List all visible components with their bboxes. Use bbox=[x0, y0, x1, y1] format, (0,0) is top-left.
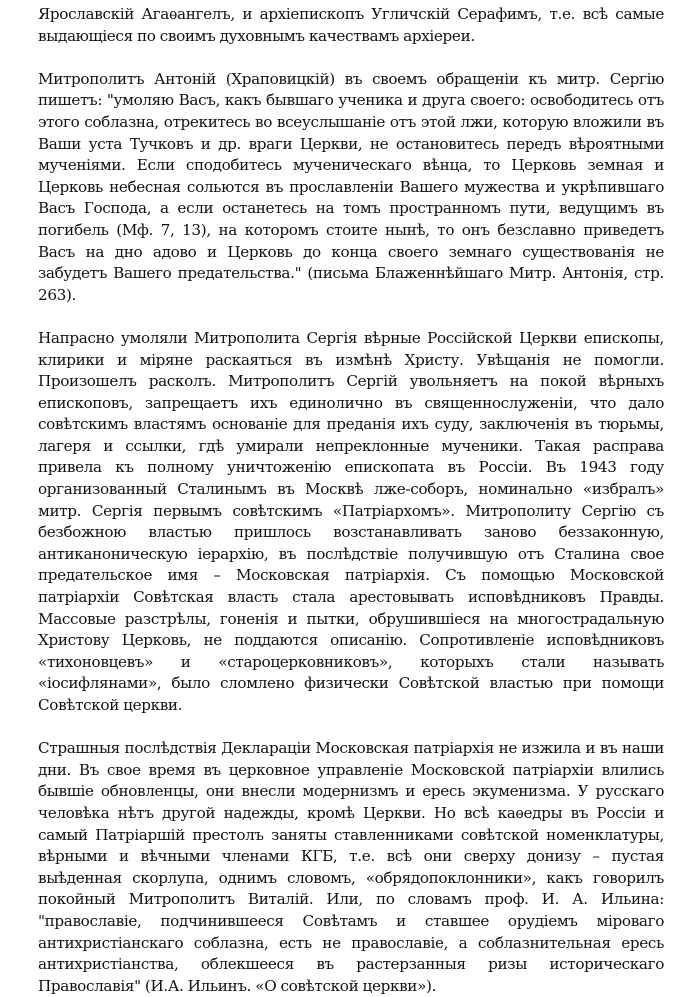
paragraph-2: Митрополитъ Антоній (Храповицкій) въ своемъ обращеніи къ митр. Сергію пишетъ: "умоляю Васъ, какъ бывшаго ученика и друга своего: освободитесь отъ этого соблазна, отрекитесь во всеуслышаніе отъ этой лжи, которую вложили въ Ваши уста Тучковъ и др. враги Церкви, не остановитесь передъ вѣроятными мученіями. Если сподобитесь мученическаго вѣнца, то Церковь земная и Церковь небесная сольются въ прославленіи Вашего мужества и укрѣпившаго Васъ Господа, а если останетесь на томъ пространномъ пути, ведущимъ въ погибель (Мф. 7, 13), на которомъ стоите нынѣ, то онъ безславно приведетъ Васъ на дно адово и Церковь до конца своего земнаго существованія не забудетъ Вашего предательства." (письма Блаженнѣйшаго Митр. Антонія, стр. 263). bbox=[38, 69, 664, 304]
paragraph-4: Страшныя послѣдствія Деклараціи Московская патріархія не изжила и въ наши дни. Въ свое время въ церковное управленіе Московской патріархіи влились бывшіе обновленцы, они внесли модернизмъ и ересь экуменизма. У русскаго человѣка нѣтъ другой надежды, кромѣ Церкви. Но всѣ каѳедры въ Россіи и самый Патріаршій престолъ заняты ставленниками совѣтской номенклатуры, вѣрными и вѣчными членами КГБ, т.е. всѣ они сверху донизу – пустая выѣденная скорлупа, однимъ словомъ, «обрядопоклонники», какъ говорилъ покойный Митрополитъ Виталій. Или, по словамъ проф. И. А. Ильина: "православіе, подчинившееся Совѣтамъ и ставшее орудіемъ міроваго антихристіанскаго соблазна, есть не православіе, а соблазнительная ересь антихристіанства, облекшееся въ растерзанныя ризы историческаго Православія" (И.А. Ильинъ. «О совѣтской церкви»). bbox=[38, 739, 664, 995]
paragraph-1: Ярославскій Агаѳангелъ, и архіепископъ Угличскій Серафимъ, т.е. всѣ самые выдающіеся по своимъ духовнымъ качествамъ архіереи. bbox=[38, 5, 664, 45]
document-page bbox=[38, 4, 664, 997]
paragraph-3: Напрасно умоляли Митрополита Сергія вѣрные Россійской Церкви епископы, клирики и міряне раскаяться въ измѣнѣ Христу. Увѣщанія не помогли. Произошелъ расколъ. Митрополитъ Сергій увольняетъ на покой вѣрныхъ епископовъ, запрещаетъ ихъ единолично въ священнослуженіи, что дало совѣтскимъ властямъ основаніе для преданія ихъ суду, заключенія въ тюрьмы, лагеря и ссылки, гдѣ умирали непреклонные мученики. Такая расправа привела къ полному уничтоженію епископата въ Россіи. Въ 1943 году организованный Сталинымъ въ Москвѣ лже-соборъ, номинально «избралъ» митр. Сергія первымъ совѣтскимъ «Патріархомъ». Митрополиту Сергію съ безбожною властью пришлось возстанавливать заново беззаконную, антиканоническую іерархію, въ послѣдствіе получившую отъ Сталина свое предательское имя – Московская патріархія. Съ помощью Московской патріархіи Совѣтская власть стала арестовывать исповѣдниковъ Правды. Массовые разстрѣлы, гоненія и пытки, обрушившіеся на многострадальную Христову Церковь, не поддаются описанію. Сопротивленіе исповѣдниковъ «тихоновцевъ» и «староцерковниковъ», которыхъ стали называть «іосифлянами», было сломлено физически Совѣтской властью при помощи Совѣтской церкви. bbox=[38, 328, 664, 714]
